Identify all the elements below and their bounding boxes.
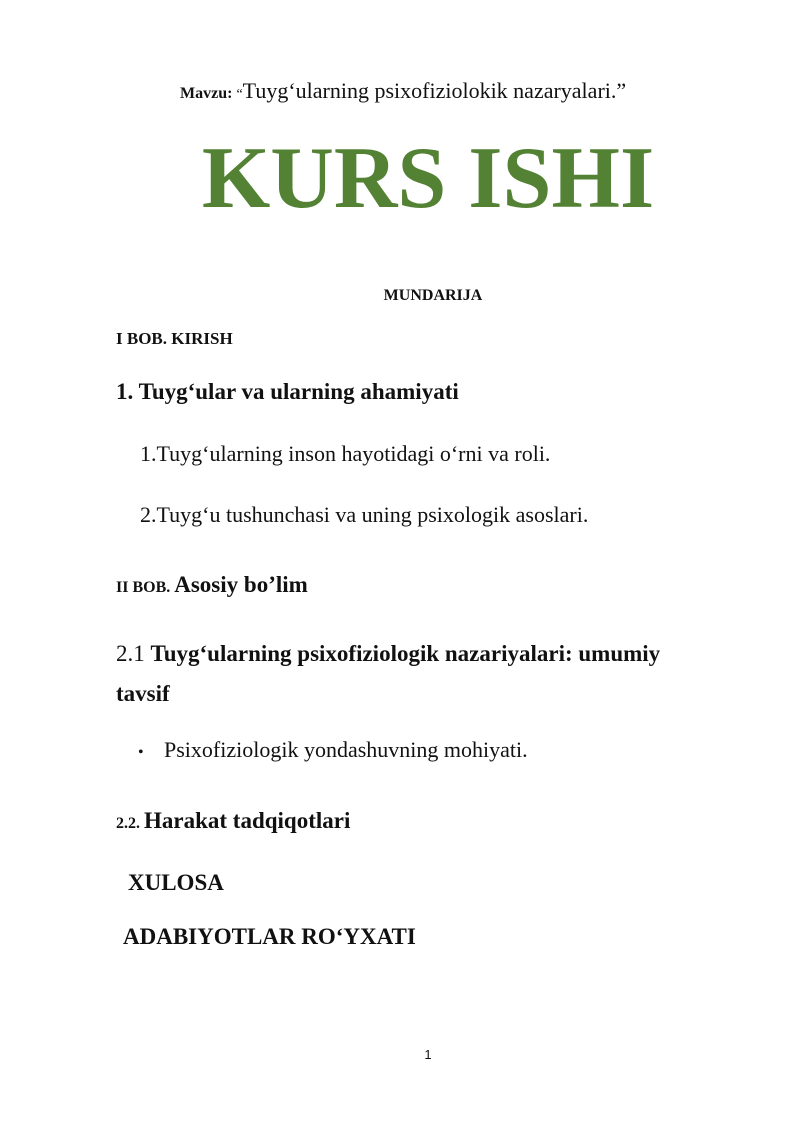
- section21-title: Tuyg‘ularning psixofiziologik nazariyalari: umumiy tavsif: [116, 641, 661, 706]
- topic-open-quote: “: [236, 87, 243, 102]
- page-number: 1: [424, 1047, 432, 1062]
- section22-heading: [116, 808, 350, 834]
- chapter2-heading: [116, 572, 308, 598]
- topic-line: [180, 78, 626, 104]
- toc-heading: MUNDARIJA: [383, 287, 483, 304]
- chapter1-heading: I BOB. KIRISH: [116, 329, 233, 348]
- references-heading: ADABIYOTLAR RO‘YXATI: [123, 924, 416, 949]
- chapter2-title: Asosiy bo’lim: [174, 572, 308, 597]
- section22-number: 2.2.: [116, 815, 140, 832]
- bullet-icon: •: [138, 744, 144, 761]
- document-title: KURS ISHI: [201, 130, 655, 227]
- section21-number: 2.1: [116, 641, 145, 666]
- bullet-item: [138, 737, 528, 763]
- toc-item-2: 2.Tuyg‘u tushunchasi va uning psixologik asoslari.: [140, 502, 589, 527]
- topic-text: Tuyg‘ularning psixofiziolokik nazaryalari.”: [242, 78, 627, 103]
- bullet-text: Psixofiziologik yondashuvning mohiyati.: [164, 737, 528, 762]
- section1-heading: 1. Tuyg‘ular va ularning ahamiyati: [116, 379, 459, 404]
- topic-label: Mavzu:: [180, 85, 233, 102]
- section22-title: Harakat tadqiqotlari: [144, 808, 351, 833]
- chapter2-prefix: II BOB.: [116, 579, 171, 596]
- conclusion-heading: XULOSA: [128, 870, 224, 895]
- toc-item-1: 1.Tuyg‘ularning inson hayotidagi o‘rni va roli.: [140, 441, 551, 466]
- section21-heading: [116, 634, 716, 714]
